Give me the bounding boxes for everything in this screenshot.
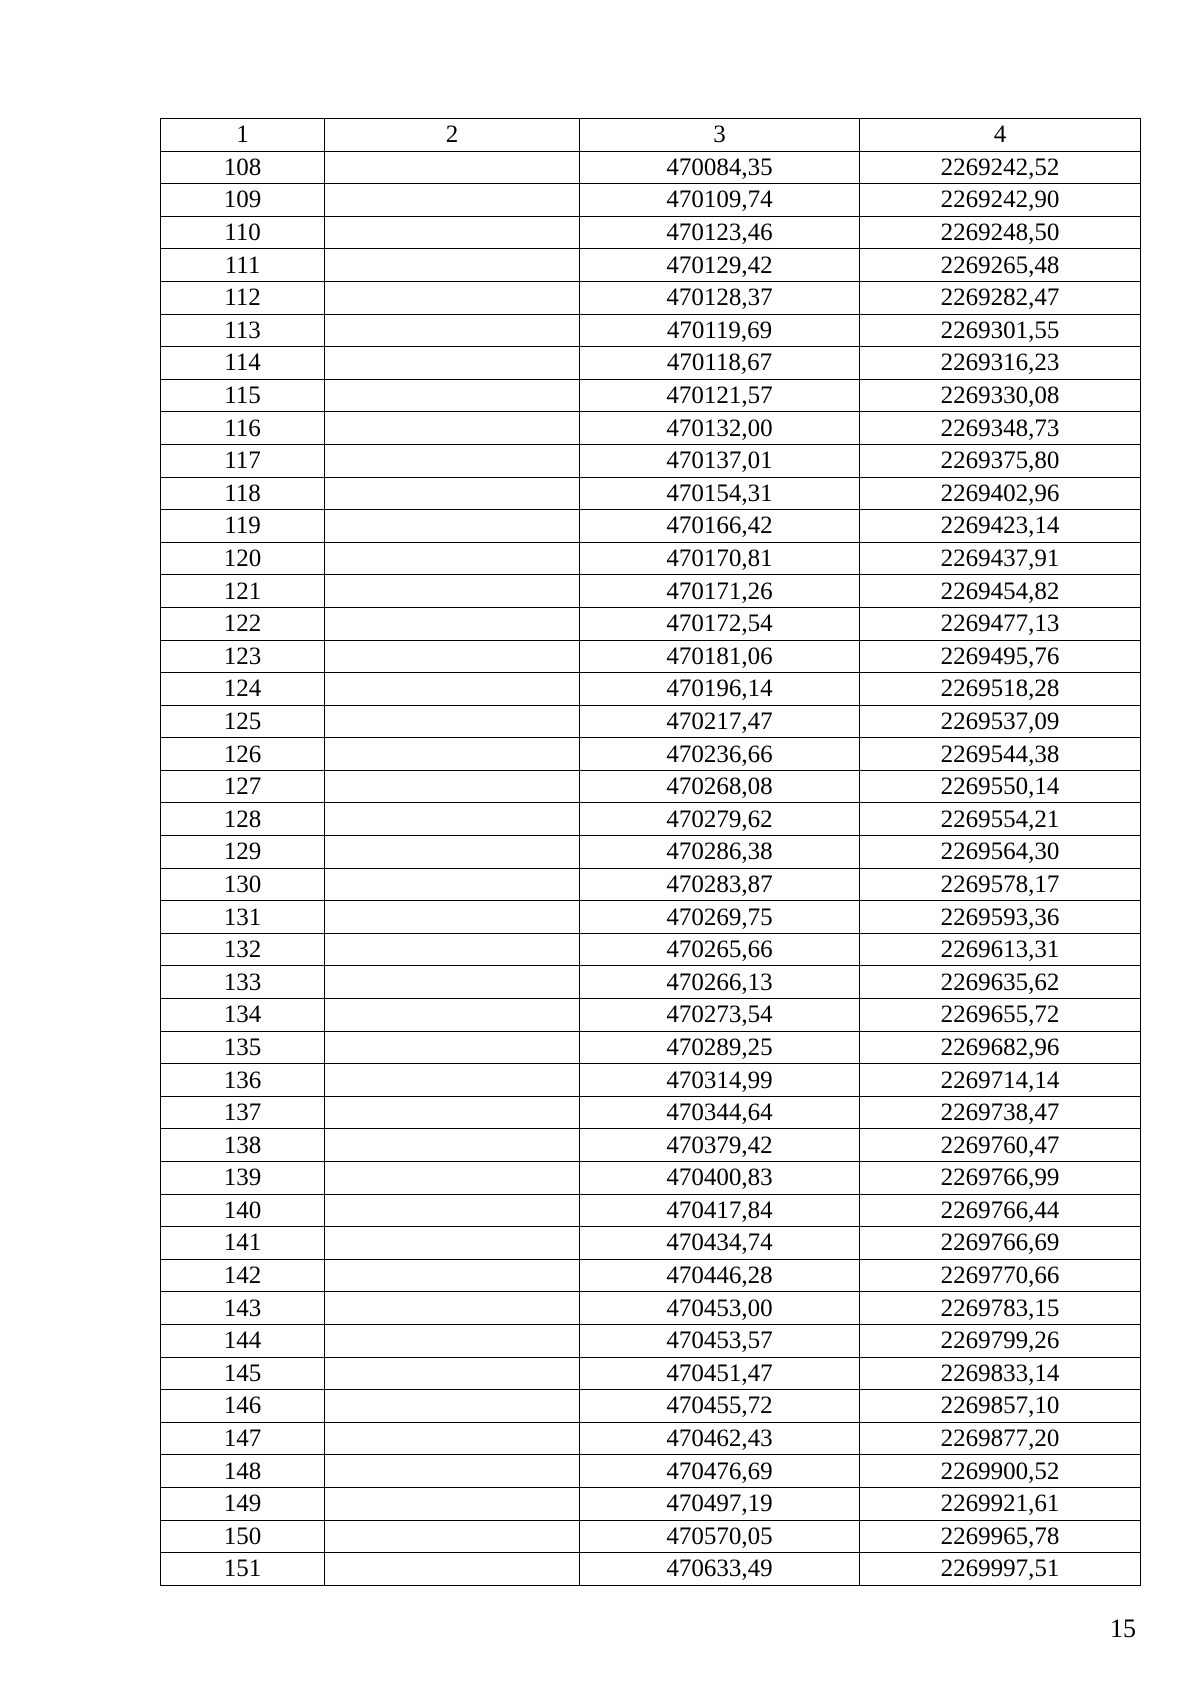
table-row — [161, 868, 1141, 901]
blank-cell — [325, 999, 580, 1032]
x-coordinate-cell: 470269,75 — [580, 901, 860, 934]
table-row — [161, 347, 1141, 380]
table-row — [161, 1259, 1141, 1292]
table-row — [161, 1064, 1141, 1097]
y-coordinate-cell: 2269495,76 — [860, 640, 1141, 673]
y-coordinate-cell: 2269997,51 — [860, 1553, 1141, 1586]
blank-cell — [325, 1129, 580, 1162]
table-row — [161, 1162, 1141, 1195]
blank-cell — [325, 1422, 580, 1455]
table-row — [161, 803, 1141, 836]
blank-cell — [325, 868, 580, 901]
y-coordinate-cell: 2269564,30 — [860, 836, 1141, 869]
point-number-cell: 136 — [161, 1064, 325, 1097]
header-cell-2: 2 — [325, 119, 580, 152]
x-coordinate-cell: 470129,42 — [580, 249, 860, 282]
point-number-cell: 111 — [161, 249, 325, 282]
point-number-cell: 112 — [161, 281, 325, 314]
x-coordinate-cell: 470137,01 — [580, 444, 860, 477]
table-row — [161, 1520, 1141, 1553]
y-coordinate-cell: 2269770,66 — [860, 1259, 1141, 1292]
header-cell-4: 4 — [860, 119, 1141, 152]
y-coordinate-cell: 2269857,10 — [860, 1390, 1141, 1423]
x-coordinate-cell: 470289,25 — [580, 1031, 860, 1064]
point-number-cell: 120 — [161, 542, 325, 575]
x-coordinate-cell: 470121,57 — [580, 379, 860, 412]
table-row — [161, 412, 1141, 445]
x-coordinate-cell: 470109,74 — [580, 184, 860, 217]
table-row — [161, 1357, 1141, 1390]
point-number-cell: 143 — [161, 1292, 325, 1325]
x-coordinate-cell: 470217,47 — [580, 705, 860, 738]
table-row — [161, 314, 1141, 347]
y-coordinate-cell: 2269613,31 — [860, 933, 1141, 966]
point-number-cell: 110 — [161, 216, 325, 249]
table-row — [161, 705, 1141, 738]
y-coordinate-cell: 2269578,17 — [860, 868, 1141, 901]
y-coordinate-cell: 2269550,14 — [860, 770, 1141, 803]
x-coordinate-cell: 470400,83 — [580, 1162, 860, 1195]
x-coordinate-cell: 470268,08 — [580, 770, 860, 803]
blank-cell — [325, 673, 580, 706]
y-coordinate-cell: 2269635,62 — [860, 966, 1141, 999]
page-number: 15 — [1110, 1614, 1136, 1643]
blank-cell — [325, 607, 580, 640]
x-coordinate-cell: 470453,57 — [580, 1324, 860, 1357]
table-row — [161, 542, 1141, 575]
blank-cell — [325, 216, 580, 249]
header-cell-1: 1 — [161, 119, 325, 152]
x-coordinate-cell: 470132,00 — [580, 412, 860, 445]
table-row — [161, 184, 1141, 217]
blank-cell — [325, 1227, 580, 1260]
table-row — [161, 999, 1141, 1032]
point-number-cell: 124 — [161, 673, 325, 706]
x-coordinate-cell: 470172,54 — [580, 607, 860, 640]
y-coordinate-cell: 2269437,91 — [860, 542, 1141, 575]
blank-cell — [325, 933, 580, 966]
y-coordinate-cell: 2269537,09 — [860, 705, 1141, 738]
blank-cell — [325, 379, 580, 412]
x-coordinate-cell: 470417,84 — [580, 1194, 860, 1227]
y-coordinate-cell: 2269265,48 — [860, 249, 1141, 282]
table-row — [161, 933, 1141, 966]
blank-cell — [325, 314, 580, 347]
y-coordinate-cell: 2269714,14 — [860, 1064, 1141, 1097]
y-coordinate-cell: 2269655,72 — [860, 999, 1141, 1032]
y-coordinate-cell: 2269301,55 — [860, 314, 1141, 347]
blank-cell — [325, 249, 580, 282]
point-number-cell: 122 — [161, 607, 325, 640]
x-coordinate-cell: 470128,37 — [580, 281, 860, 314]
x-coordinate-cell: 470123,46 — [580, 216, 860, 249]
y-coordinate-cell: 2269900,52 — [860, 1455, 1141, 1488]
table-row — [161, 1553, 1141, 1586]
point-number-cell: 135 — [161, 1031, 325, 1064]
table-row — [161, 1129, 1141, 1162]
table-row — [161, 836, 1141, 869]
point-number-cell: 131 — [161, 901, 325, 934]
blank-cell — [325, 575, 580, 608]
point-number-cell: 129 — [161, 836, 325, 869]
x-coordinate-cell: 470379,42 — [580, 1129, 860, 1162]
y-coordinate-cell: 2269330,08 — [860, 379, 1141, 412]
table-row — [161, 1487, 1141, 1520]
point-number-cell: 118 — [161, 477, 325, 510]
point-number-cell: 125 — [161, 705, 325, 738]
y-coordinate-cell: 2269593,36 — [860, 901, 1141, 934]
x-coordinate-cell: 470434,74 — [580, 1227, 860, 1260]
point-number-cell: 134 — [161, 999, 325, 1032]
point-number-cell: 123 — [161, 640, 325, 673]
table-row — [161, 510, 1141, 543]
x-coordinate-cell: 470451,47 — [580, 1357, 860, 1390]
table-row — [161, 249, 1141, 282]
blank-cell — [325, 444, 580, 477]
x-coordinate-cell: 470283,87 — [580, 868, 860, 901]
blank-cell — [325, 1520, 580, 1553]
blank-cell — [325, 1357, 580, 1390]
table-row — [161, 1227, 1141, 1260]
table-row — [161, 770, 1141, 803]
point-number-cell: 109 — [161, 184, 325, 217]
x-coordinate-cell: 470118,67 — [580, 347, 860, 380]
blank-cell — [325, 1162, 580, 1195]
point-number-cell: 113 — [161, 314, 325, 347]
point-number-cell: 147 — [161, 1422, 325, 1455]
point-number-cell: 114 — [161, 347, 325, 380]
blank-cell — [325, 640, 580, 673]
blank-cell — [325, 510, 580, 543]
blank-cell — [325, 412, 580, 445]
blank-cell — [325, 1259, 580, 1292]
table-row — [161, 575, 1141, 608]
x-coordinate-cell: 470344,64 — [580, 1096, 860, 1129]
y-coordinate-cell: 2269877,20 — [860, 1422, 1141, 1455]
table-row — [161, 444, 1141, 477]
point-number-cell: 146 — [161, 1390, 325, 1423]
point-number-cell: 133 — [161, 966, 325, 999]
blank-cell — [325, 1455, 580, 1488]
table-row — [161, 1194, 1141, 1227]
blank-cell — [325, 1324, 580, 1357]
table-row — [161, 1096, 1141, 1129]
point-number-cell: 144 — [161, 1324, 325, 1357]
point-number-cell: 139 — [161, 1162, 325, 1195]
blank-cell — [325, 542, 580, 575]
point-number-cell: 141 — [161, 1227, 325, 1260]
x-coordinate-cell: 470462,43 — [580, 1422, 860, 1455]
blank-cell — [325, 1390, 580, 1423]
blank-cell — [325, 1064, 580, 1097]
table-row — [161, 1031, 1141, 1064]
y-coordinate-cell: 2269316,23 — [860, 347, 1141, 380]
point-number-cell: 137 — [161, 1096, 325, 1129]
x-coordinate-cell: 470455,72 — [580, 1390, 860, 1423]
y-coordinate-cell: 2269921,61 — [860, 1487, 1141, 1520]
y-coordinate-cell: 2269348,73 — [860, 412, 1141, 445]
point-number-cell: 140 — [161, 1194, 325, 1227]
point-number-cell: 128 — [161, 803, 325, 836]
x-coordinate-cell: 470266,13 — [580, 966, 860, 999]
point-number-cell: 116 — [161, 412, 325, 445]
table-row — [161, 216, 1141, 249]
y-coordinate-cell: 2269738,47 — [860, 1096, 1141, 1129]
point-number-cell: 115 — [161, 379, 325, 412]
y-coordinate-cell: 2269799,26 — [860, 1324, 1141, 1357]
x-coordinate-cell: 470570,05 — [580, 1520, 860, 1553]
y-coordinate-cell: 2269454,82 — [860, 575, 1141, 608]
table-row — [161, 1422, 1141, 1455]
blank-cell — [325, 1194, 580, 1227]
blank-cell — [325, 1031, 580, 1064]
x-coordinate-cell: 470446,28 — [580, 1259, 860, 1292]
point-number-cell: 117 — [161, 444, 325, 477]
table-row — [161, 607, 1141, 640]
table-row — [161, 281, 1141, 314]
point-number-cell: 145 — [161, 1357, 325, 1390]
table-row — [161, 477, 1141, 510]
table-row — [161, 901, 1141, 934]
point-number-cell: 119 — [161, 510, 325, 543]
blank-cell — [325, 281, 580, 314]
table-row — [161, 640, 1141, 673]
x-coordinate-cell: 470154,31 — [580, 477, 860, 510]
table-body — [161, 151, 1141, 1585]
blank-cell — [325, 477, 580, 510]
y-coordinate-cell: 2269682,96 — [860, 1031, 1141, 1064]
y-coordinate-cell: 2269423,14 — [860, 510, 1141, 543]
point-number-cell: 108 — [161, 151, 325, 184]
x-coordinate-cell: 470633,49 — [580, 1553, 860, 1586]
table-row — [161, 738, 1141, 771]
x-coordinate-cell: 470196,14 — [580, 673, 860, 706]
y-coordinate-cell: 2269544,38 — [860, 738, 1141, 771]
point-number-cell: 126 — [161, 738, 325, 771]
blank-cell — [325, 347, 580, 380]
y-coordinate-cell: 2269766,69 — [860, 1227, 1141, 1260]
table-row — [161, 673, 1141, 706]
x-coordinate-cell: 470273,54 — [580, 999, 860, 1032]
blank-cell — [325, 1487, 580, 1520]
blank-cell — [325, 1292, 580, 1325]
y-coordinate-cell: 2269518,28 — [860, 673, 1141, 706]
point-number-cell: 149 — [161, 1487, 325, 1520]
y-coordinate-cell: 2269477,13 — [860, 607, 1141, 640]
point-number-cell: 138 — [161, 1129, 325, 1162]
x-coordinate-cell: 470119,69 — [580, 314, 860, 347]
blank-cell — [325, 705, 580, 738]
y-coordinate-cell: 2269766,44 — [860, 1194, 1141, 1227]
x-coordinate-cell: 470497,19 — [580, 1487, 860, 1520]
blank-cell — [325, 151, 580, 184]
y-coordinate-cell: 2269783,15 — [860, 1292, 1141, 1325]
x-coordinate-cell: 470236,66 — [580, 738, 860, 771]
blank-cell — [325, 836, 580, 869]
y-coordinate-cell: 2269402,96 — [860, 477, 1141, 510]
table-row — [161, 1324, 1141, 1357]
table-row — [161, 1455, 1141, 1488]
y-coordinate-cell: 2269248,50 — [860, 216, 1141, 249]
header-row — [161, 119, 1141, 152]
table-row — [161, 379, 1141, 412]
x-coordinate-cell: 470171,26 — [580, 575, 860, 608]
x-coordinate-cell: 470181,06 — [580, 640, 860, 673]
x-coordinate-cell: 470084,35 — [580, 151, 860, 184]
x-coordinate-cell: 470166,42 — [580, 510, 860, 543]
table-row — [161, 151, 1141, 184]
y-coordinate-cell: 2269554,21 — [860, 803, 1141, 836]
y-coordinate-cell: 2269242,90 — [860, 184, 1141, 217]
header-cell-3: 3 — [580, 119, 860, 152]
y-coordinate-cell: 2269760,47 — [860, 1129, 1141, 1162]
point-number-cell: 121 — [161, 575, 325, 608]
y-coordinate-cell: 2269282,47 — [860, 281, 1141, 314]
coordinates-table — [160, 118, 1141, 1586]
point-number-cell: 127 — [161, 770, 325, 803]
table-row — [161, 1390, 1141, 1423]
point-number-cell: 130 — [161, 868, 325, 901]
x-coordinate-cell: 470279,62 — [580, 803, 860, 836]
table-row — [161, 966, 1141, 999]
x-coordinate-cell: 470476,69 — [580, 1455, 860, 1488]
point-number-cell: 132 — [161, 933, 325, 966]
blank-cell — [325, 803, 580, 836]
table-row — [161, 1292, 1141, 1325]
x-coordinate-cell: 470170,81 — [580, 542, 860, 575]
blank-cell — [325, 770, 580, 803]
point-number-cell: 151 — [161, 1553, 325, 1586]
blank-cell — [325, 1096, 580, 1129]
y-coordinate-cell: 2269242,52 — [860, 151, 1141, 184]
blank-cell — [325, 738, 580, 771]
point-number-cell: 142 — [161, 1259, 325, 1292]
y-coordinate-cell: 2269833,14 — [860, 1357, 1141, 1390]
blank-cell — [325, 1553, 580, 1586]
point-number-cell: 150 — [161, 1520, 325, 1553]
point-number-cell: 148 — [161, 1455, 325, 1488]
blank-cell — [325, 901, 580, 934]
x-coordinate-cell: 470286,38 — [580, 836, 860, 869]
blank-cell — [325, 966, 580, 999]
y-coordinate-cell: 2269965,78 — [860, 1520, 1141, 1553]
x-coordinate-cell: 470453,00 — [580, 1292, 860, 1325]
blank-cell — [325, 184, 580, 217]
x-coordinate-cell: 470314,99 — [580, 1064, 860, 1097]
x-coordinate-cell: 470265,66 — [580, 933, 860, 966]
y-coordinate-cell: 2269766,99 — [860, 1162, 1141, 1195]
y-coordinate-cell: 2269375,80 — [860, 444, 1141, 477]
table-header — [161, 119, 1141, 152]
